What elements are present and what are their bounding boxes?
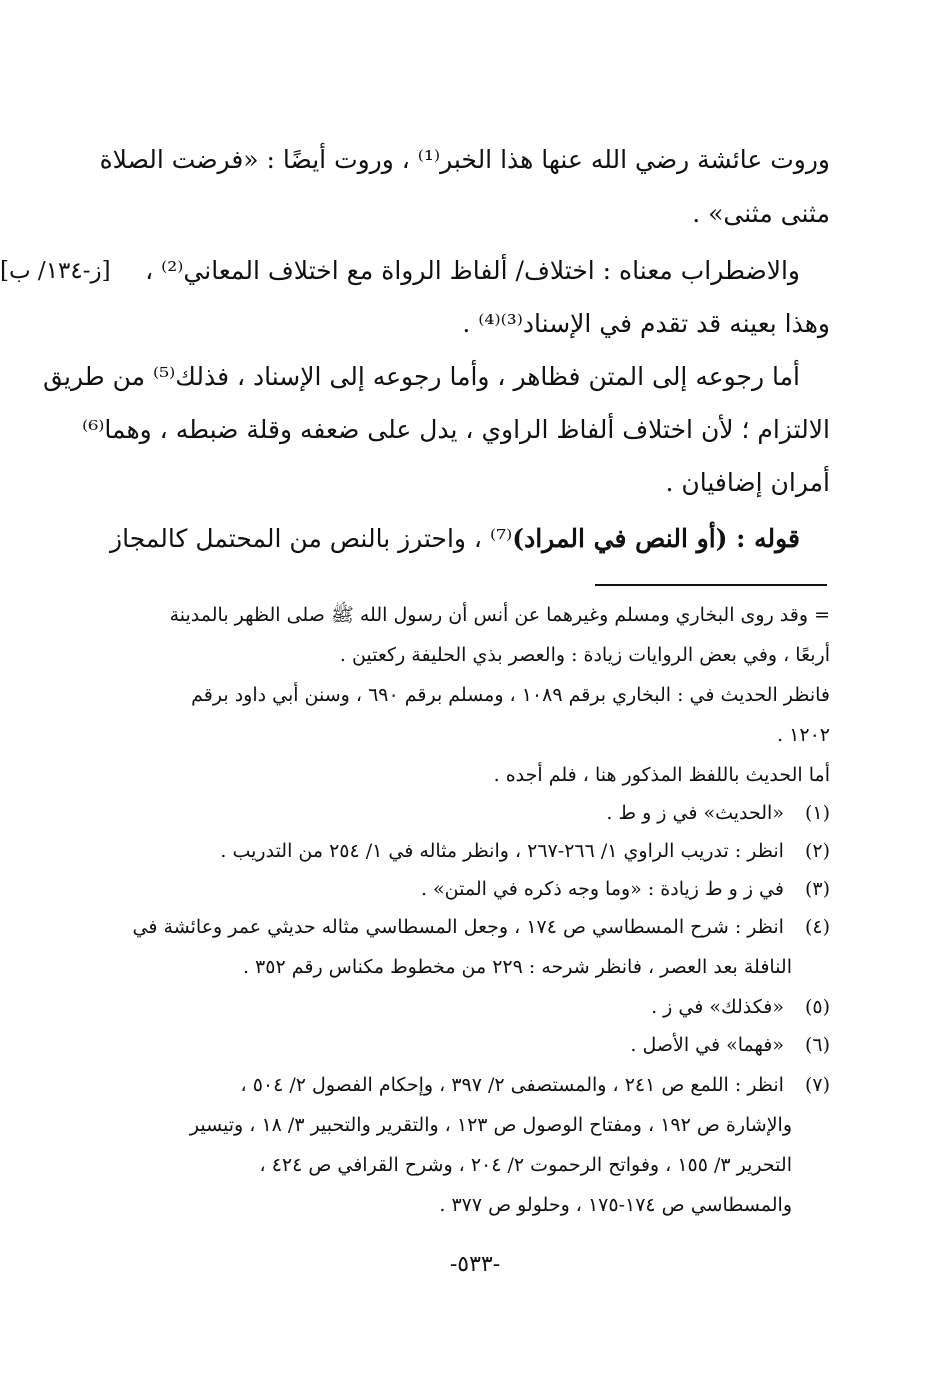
footnote-6-text: «فهما» في الأصل . — [630, 1034, 784, 1056]
paragraph-3-line-2: الالتزام ؛ لأن اختلاف ألفاظ الراوي ، يدل على ضعفه وقلة ضبطه ، وهما⁽⁶⁾ — [82, 415, 830, 444]
footnote-5-text: «فكذلك» في ز . — [651, 996, 784, 1018]
footnote-7-number: (٧) — [804, 1074, 830, 1096]
footnote-2-number: (٢) — [804, 840, 830, 862]
footnote-1-number: (١) — [804, 802, 830, 824]
footnote-separator — [595, 584, 827, 586]
paragraph-3-line-3: أمران إضافيان . — [665, 468, 830, 497]
footnote-continuation-line-3: فانظر الحديث في : البخاري برقم ١٠٨٩ ، ومسلم برقم ٦٩٠ ، وسنن أبي داود برقم — [191, 684, 830, 706]
paragraph-1-line-1: وروت عائشة رضي الله عنها هذا الخبر⁽¹⁾ ، وروت أيضًا : «فرضت الصلاة — [99, 145, 830, 174]
quoted-matn-text: قوله : (أو النص في المراد) — [512, 524, 800, 553]
footnote-continuation-line-4: ١٢٠٢ . — [777, 724, 830, 746]
paragraph-2-line-2: وهذا بعينه قد تقدم في الإسناد⁽³⁾⁽⁴⁾ . — [462, 309, 830, 338]
footnote-7-line-2: والإشارة ص ١٩٢ ، ومفتاح الوصول ص ١٢٣ ، والتقرير والتحبير ٣/ ١٨ ، وتيسير — [189, 1114, 792, 1136]
footnote-continuation-line-2: أربعًا ، وفي بعض الروايات زيادة : والعصر بذي الحليفة ركعتين . — [339, 644, 830, 666]
paragraph-1-line-2: مثنى مثنى» . — [692, 199, 830, 228]
footnote-4-text-line-1: انظر : شرح المسطاسي ص ١٧٤ ، وجعل المسطاسي مثاله حديثي عمر وعائشة في — [132, 916, 784, 938]
footnote-7-line-1 — [110, 1070, 830, 1100]
footnote-5 — [110, 992, 830, 1022]
footnote-4-line-1 — [110, 912, 830, 942]
footnote-3-number: (٣) — [804, 878, 830, 900]
paragraph-2-line-1: والاضطراب معناه : اختلاف/ ألفاظ الرواة مع اختلاف المعاني⁽²⁾ ، — [145, 256, 800, 285]
footnote-4-line-2: النافلة بعد العصر ، فانظر شرحه : ٢٢٩ من مخطوط مكناس رقم ٣٥٢ . — [242, 956, 792, 978]
footnote-1 — [110, 798, 830, 828]
footnote-6-number: (٦) — [804, 1034, 830, 1056]
manuscript-folio-reference: [ز-١٣٤/ ب] — [0, 258, 111, 284]
footnote-4-number: (٤) — [804, 916, 830, 938]
page-number: -٥٣٣- — [449, 1252, 501, 1277]
footnote-continuation-line-1: = وقد روى البخاري ومسلم وغيرهما عن أنس أن رسول الله ﷺ صلى الظهر بالمدينة — [169, 604, 830, 626]
footnote-7-text-line-1: انظر : اللمع ص ٢٤١ ، والمستصفى ٢/ ٣٩٧ ، وإحكام الفصول ٢/ ٥٠٤ ، — [240, 1074, 784, 1096]
footnote-3 — [110, 874, 830, 904]
footnote-continuation-line-5: أما الحديث باللفظ المذكور هنا ، فلم أجده . — [493, 764, 830, 786]
footnote-6 — [110, 1030, 830, 1060]
footnote-7-line-3: التحرير ٣/ ١٥٥ ، وفواتح الرحموت ٢/ ٢٠٤ ، وشرح القرافي ص ٤٢٤ ، — [259, 1154, 792, 1176]
footnote-2 — [110, 836, 830, 866]
paragraph-4-line-1 — [110, 522, 800, 556]
footnote-2-text: انظر : تدريب الراوي ١/ ٢٦٦-٢٦٧ ، وانظر مثاله في ١/ ٢٥٤ من التدريب . — [220, 840, 784, 862]
footnote-3-text: في ز و ط زيادة : «وما وجه ذكره في المتن» . — [420, 878, 784, 900]
paragraph-4-continuation: ⁽⁷⁾ ، واحترز بالنص من المحتمل كالمجاز — [110, 524, 513, 553]
paragraph-3-line-1: أما رجوعه إلى المتن فظاهر ، وأما رجوعه إلى الإسناد ، فذلك⁽⁵⁾ من طريق — [43, 362, 800, 391]
footnote-1-text: «الحديث» في ز و ط . — [606, 802, 784, 824]
footnote-5-number: (٥) — [804, 996, 830, 1018]
footnote-7-line-4: والمسطاسي ص ١٧٤-١٧٥ ، وحلولو ص ٣٧٧ . — [439, 1194, 792, 1216]
